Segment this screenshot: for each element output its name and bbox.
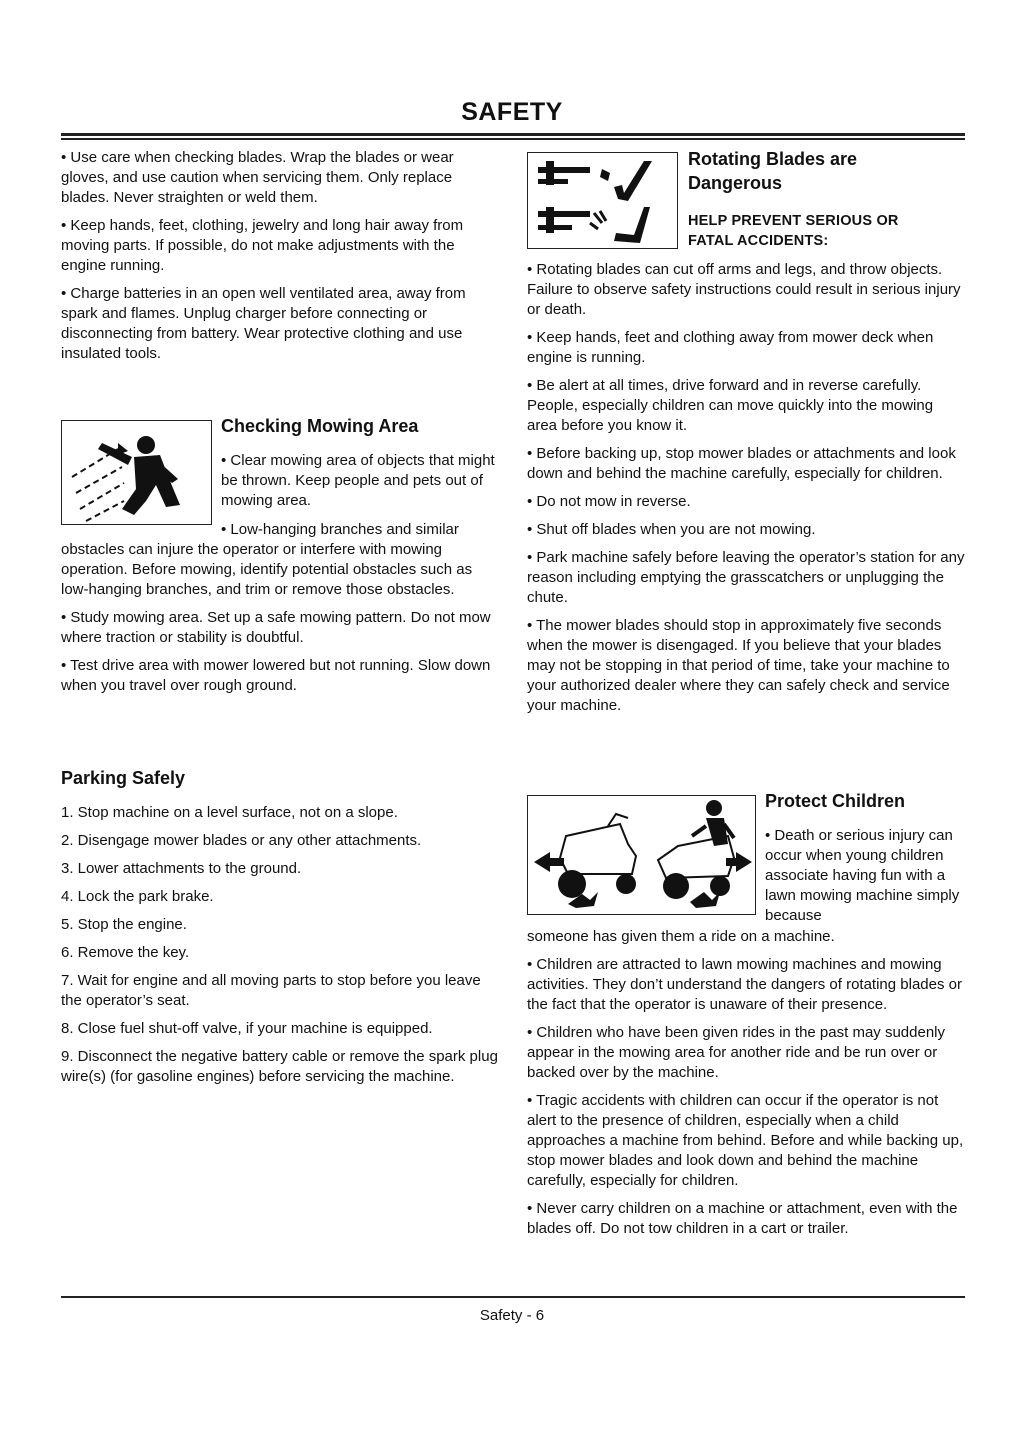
- footer-rule: [61, 1296, 965, 1298]
- list-item: 4. Lock the park brake.: [61, 888, 214, 905]
- mowing-area-bullets: [61, 540, 499, 696]
- heading-checking-mowing-area: Checking Mowing Area: [221, 416, 419, 436]
- subheading-help-prevent: HELP PREVENT SERIOUS OR FATAL ACCIDENTS:: [688, 213, 899, 249]
- bullet-park-safely: • Park machine safely before leaving the operator’s station for any reason including emptying the grasscatchers or unplugging the chute.: [527, 549, 965, 606]
- bullet-study-mowing-area: • Study mowing area. Set up a safe mowing pattern. Do not mow where traction or stability is doubtful.: [61, 609, 491, 646]
- bullet-charge-batteries: • Charge batteries in an open well ventilated area, away from spark and flames. Unplug charger before connecting or disconnecting from battery. Wear protective clothing and use insulated tools.: [61, 285, 466, 362]
- rotating-blades-bullets: [527, 260, 965, 716]
- page-number: Safety - 6: [479, 1307, 545, 1324]
- bullet-clear-mowing-area: • Clear mowing area of objects that might be thrown. Keep people and pets out of mowing area.: [221, 452, 495, 509]
- list-item: 3. Lower attachments to the ground.: [61, 860, 302, 877]
- heading-parking-safely: Parking Safely: [61, 768, 186, 788]
- bullet-low-branches-rest: obstacles can injure the operator or interfere with mowing operation. Before mowing, identify potential obstacles such as low-hanging branches, and trim or remove those obstacles.: [61, 541, 473, 598]
- protect-children-bullets: [527, 927, 965, 1239]
- page-title: SAFETY: [461, 98, 563, 126]
- list-item: 9. Disconnect the negative battery cable or remove the spark plug wire(s) (for gasoline engines) before servicing the machine.: [61, 1048, 498, 1085]
- bullet-death-injury: • Death or serious injury can occur when young children associate having fun with a lawn mowing machine simply because: [765, 827, 960, 924]
- heading-protect-children: Protect Children: [765, 791, 906, 811]
- thrown-objects-icon: [61, 420, 212, 525]
- bullet-no-reverse-mow: • Do not mow in reverse.: [527, 493, 691, 510]
- children-hazard-icon: [527, 795, 756, 915]
- list-item: 5. Stop the engine.: [61, 916, 187, 933]
- header-rule-thick: [61, 133, 965, 136]
- left-top-bullets: [61, 148, 499, 364]
- list-item: 8. Close fuel shut-off valve, if your machine is equipped.: [61, 1020, 433, 1037]
- list-item: 2. Disengage mower blades or any other attachments.: [61, 832, 422, 849]
- list-item: 1. Stop machine on a level surface, not on a slope.: [61, 804, 398, 821]
- heading-rotating-blades: Rotating Blades are Dangerous: [688, 149, 858, 193]
- bullet-blade-stop-time: • The mower blades should stop in approximately five seconds when the mower is disengaged. If you believe that your blades may not be stopping in that period of time, take your machine to your authorized dealer where they can safely check and service your machine.: [527, 617, 950, 714]
- bullet-tragic-accidents: • Tragic accidents with children can occur if the operator is not alert to the presence of children, especially when a child approaches a machine from behind. Before and while backing up, stop mower blades and look down and behind the machine carefully, especially for children.: [527, 1092, 964, 1189]
- list-item: 6. Remove the key.: [61, 944, 190, 961]
- bullet-shut-off-blades: • Shut off blades when you are not mowing.: [527, 521, 816, 538]
- bullet-test-drive: • Test drive area with mower lowered but not running. Slow down when you travel over rough ground.: [61, 657, 491, 694]
- bullet-children-attracted: • Children are attracted to lawn mowing machines and mowing activities. They don’t understand the dangers of rotating blades or the fact that the operator is unaware of their presence.: [527, 956, 962, 1013]
- bullet-before-backing: • Before backing up, stop mower blades or attachments and look down and behind the machine carefully, especially for children.: [527, 445, 956, 482]
- bullet-death-injury-rest: someone has given them a ride on a machine.: [527, 928, 835, 945]
- bullet-checking-blades: • Use care when checking blades. Wrap the blades or wear gloves, and use caution when servicing them. Only replace blades. Never straighten or weld them.: [61, 149, 454, 206]
- rotating-blade-hazard-icon: [527, 152, 678, 249]
- bullet-never-carry: • Never carry children on a machine or attachment, even with the blades off. Do not tow children in a cart or trailer.: [527, 1200, 958, 1237]
- bullet-low-branches-start: • Low-hanging branches and similar: [221, 521, 459, 538]
- bullet-past-rides: • Children who have been given rides in the past may suddenly appear in the mowing area for another ride and be run over or backed over by the machine.: [527, 1024, 946, 1081]
- bullet-moving-parts: • Keep hands, feet, clothing, jewelry and long hair away from moving parts. If possible, do not make adjustments with the engine running.: [61, 217, 464, 274]
- bullet-be-alert: • Be alert at all times, drive forward and in reverse carefully. People, especially children can move quickly into the mowing area before you know it.: [527, 377, 934, 434]
- list-item: 7. Wait for engine and all moving parts to stop before you leave the operator’s seat.: [61, 972, 481, 1009]
- header-rule-thin: [61, 138, 965, 140]
- bullet-keep-away-deck: • Keep hands, feet and clothing away from mower deck when engine is running.: [527, 329, 934, 366]
- bullet-blades-cut: • Rotating blades can cut off arms and legs, and throw objects. Failure to observe safety instructions could result in serious injury or death.: [527, 261, 961, 318]
- parking-steps: [61, 803, 499, 1087]
